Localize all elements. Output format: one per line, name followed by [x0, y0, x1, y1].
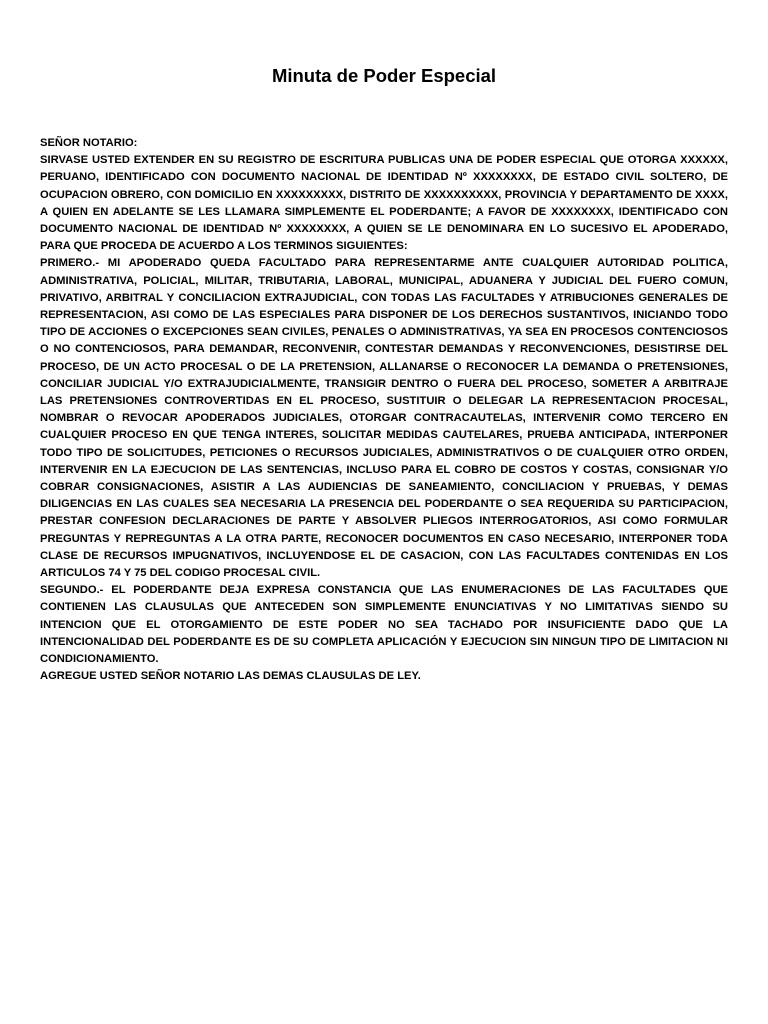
paragraph-primero: PRIMERO.- MI APODERADO QUEDA FACULTADO PARA REPRESENTARME ANTE CUALQUIER AUTORIDAD POLITICA, ADMINISTRATIVA, POLICIAL, MILITAR, TRIBUTARIA, LABORAL, MUNICIPAL, ADUANERA Y JUDICIAL DEL FUERO COMUN, PRIVATIVO, ARBITRAL Y CONCILIACION EXTRAJUDICIAL, CON TODAS LAS FACULTADES Y ATRIBUCIONES GENERALES DE REPRESENTACION, ASI COMO DE LAS ESPECIALES PARA DISPONER DE LOS DERECHOS SUSTANTIVOS, INICIANDO TODO TIPO DE ACCIONES O EXCEPCIONES SEAN CIVILES, PENALES O ADMINISTRATIVAS, YA SEA EN PROCESOS CONTENCIOSOS O NO CONTENCIOSOS, PARA DEMANDAR, RECONVENIR, CONTESTAR DEMANDAS Y RECONVENCIONES, DESISTIRSE DEL PROCESO, DE UN ACTO PROCESAL O DE LA PRETENSION, ALLANARSE O RECONOCER LA DEMANDA O PRETENSIONES, CONCILIAR JUDICIAL Y/O EXTRAJUDICIALMENTE, TRANSIGIR DENTRO O FUERA DEL PROCESO, SOMETER A ARBITRAJE LAS PRETENSIONES CONTROVERTIDAS EN EL PROCESO, SUSTITUIR O DELEGAR LA REPRESENTACION PROCESAL, NOMBRAR O REVOCAR APODERADOS JUDICIALES, OTORGAR CONTRACAUTELAS, INTERVENIR COMO TERCERO EN CUALQUIER PROCESO EN QUE TENGA INTERES, SOLICITAR MEDIDAS CAUTELARES, PRUEBA ANTICIPADA, INTERPONER TODO TIPO DE SOLICITUDES, PETICIONES O RECURSOS JUDICIALES, ADMINISTRATIVOS O DE CUALQUIER OTRO ORDEN, INTERVENIR EN LA EJECUCION DE LAS SENTENCIAS, INCLUSO PARA EL COBRO DE COSTOS Y COSTAS, CONSIGNAR Y/O COBRAR CONSIGNACIONES, ASISTIR A LAS AUDIENCIAS DE SANEAMIENTO, CONCILIACION Y PRUEBAS, Y DEMAS DILIGENCIAS EN LAS CUALES SEA NECESARIA LA PRESENCIA DEL PODERDANTE O SEA REQUERIDA SU PARTICIPACION, PRESTAR CONFESION DECLARACIONES DE PARTE Y ABSOLVER PLIEGOS INTERROGATORIOS, ASI COMO FORMULAR PREGUNTAS Y REPREGUNTAS A LA OTRA PARTE, RECONOCER DOCUMENTOS EN CASO NECESARIO, INTERPONER TODA CLASE DE RECURSOS IMPUGNATIVOS, INCLUYENDOSE EL DE CASACION, CON LAS FACULTADES CONTENIDAS EN LOS ARTICULOS 74 Y 75 DEL CODIGO PROCESAL CIVIL.	[40, 257, 728, 580]
paragraph-salutation: SEÑOR NOTARIO:	[40, 137, 138, 149]
paragraph-closing: AGREGUE USTED SEÑOR NOTARIO LAS DEMAS CLAUSULAS DE LEY.	[40, 670, 421, 683]
document-body	[40, 135, 728, 686]
document-title: Minuta de Poder Especial	[271, 65, 497, 86]
paragraph-segundo: SEGUNDO.- EL PODERDANTE DEJA EXPRESA CONSTANCIA QUE LAS ENUMERACIONES DE LAS FACULTADES QUE CONTIENEN LAS CLAUSULAS QUE ANTECEDEN SON SIMPLEMENTE ENUNCIATIVAS Y NO LIMITATIVAS SIENDO SU INTENCION QUE EL OTORGAMIENTO DE ESTE PODER NO SEA TACHADO POR INSUFICIENTE DADO QUE LA INTENCIONALIDAD DEL PODERDANTE ES DE SU COMPLETA APLICACIÓN Y EJECUCION SIN NINGUN TIPO DE LIMITACION NI CONDICIONAMIENTO.	[40, 584, 728, 666]
paragraph-intro: SIRVASE USTED EXTENDER EN SU REGISTRO DE ESCRITURA PUBLICAS UNA DE PODER ESPECIAL QUE OTORGA XXXXXX, PERUANO, IDENTIFICADO CON DOCUMENTO NACIONAL DE IDENTIDAD Nº XXXXXXXX, DE ESTADO CIVIL SOLTERO, DE OCUPACION OBRERO, CON DOMICILIO EN XXXXXXXXX, DISTRITO DE XXXXXXXXXX, PROVINCIA Y DEPARTAMENTO DE XXXX, A QUIEN EN ADELANTE SE LES LLAMARA SIMPLEMENTE EL PODERDANTE; A FAVOR DE XXXXXXXX, IDENTIFICADO CON DOCUMENTO NACIONAL DE IDENTIDAD Nº XXXXXXXX, A QUIEN SE LE DENOMINARA EN LO SUCESIVO EL APODERADO, PARA QUE PROCEDA DE ACUERDO A LOS TERMINOS SIGUIENTES:	[40, 154, 728, 253]
